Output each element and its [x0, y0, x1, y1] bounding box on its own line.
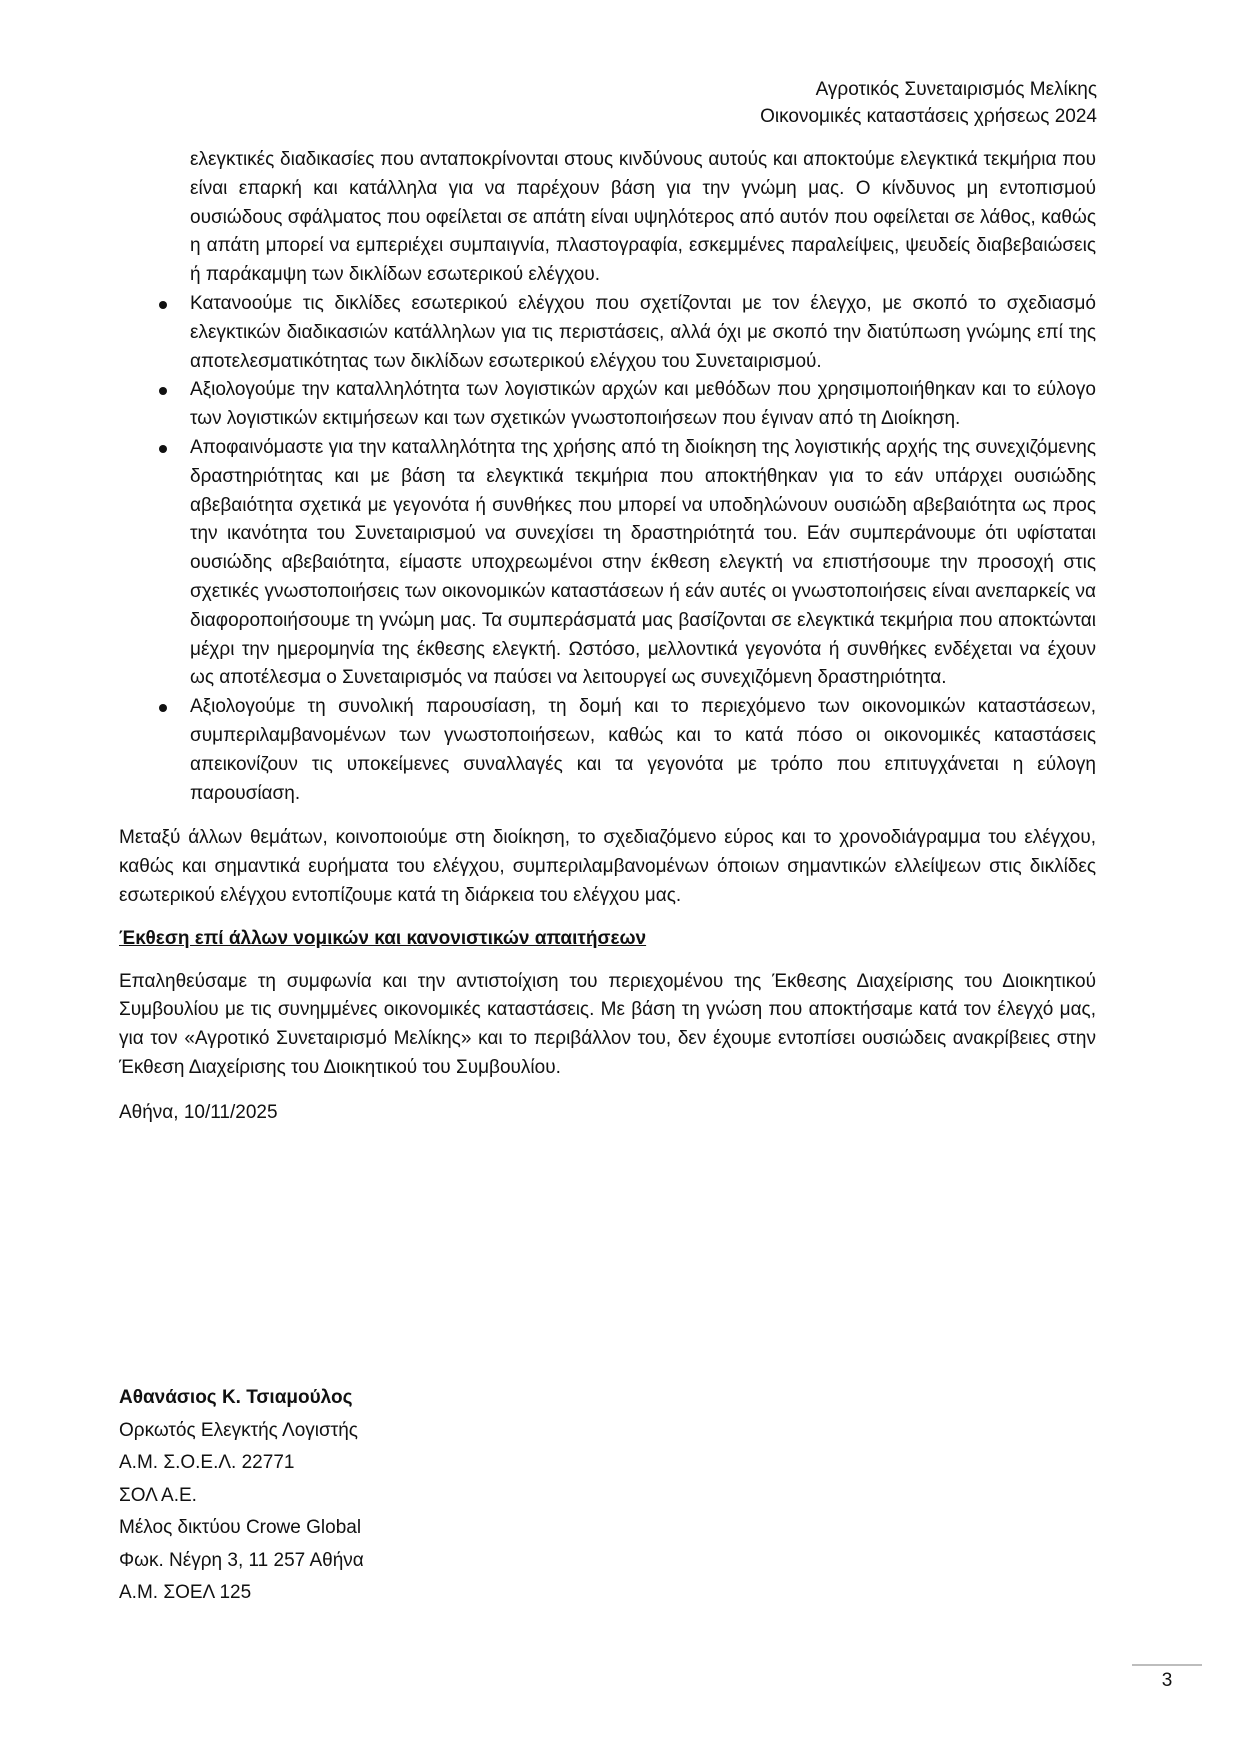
- bullet-text: Αποφαινόμαστε για την καταλληλότητα της χρήσης από τη διοίκηση της λογιστικής αρχής της συνεχιζόμενης δραστηριότητας και με βάση τα ελεγκτικά τεκμήρια που αποκτήθηκαν για το εάν υπάρχει ουσιώδης αβεβαιότητα σχετικά με γεγονότα ή συνθήκες που μπορεί να υποδηλώνουν ουσιώδη αβεβαιότητα ως προς την ικανότητα του Συνεταιρισμού να συνεχίσει τη δραστηριότητά του. Εάν συμπεράνουμε ότι υφίσταται ουσιώδης αβεβαιότητα, είμαστε υποχρεωμένοι στην έκθεση ελεγκτή να επιστήσουμε την προσοχή στις σχετικές γνωστοποιήσεις των οικονομικών καταστάσεων ή εάν αυτές οι γνωστοποιήσεις είναι ανεπαρκείς να διαφοροποιήσουμε τη γνώμη μας. Τα συμπεράσματά μας βασίζονται σε ελεγκτικά τεκμήρια που αποκτώνται μέχρι την ημερομηνία της έκθεσης ελεγκτή. Ωστόσο, μελλοντικά γεγονότα ή συνθήκες ενδέχεται να έχουν ως αποτέλεσμα ο Συνεταιρισμός να παύσει να λειτουργεί ως συνεχιζόμενη δραστηριότητα.: [190, 436, 1096, 689]
- continued-paragraph: ελεγκτικές διαδικασίες που ανταποκρίνονται στους κινδύνους αυτούς και αποκτούμε ελεγκτικά τεκμήρια που είναι επαρκή και κατάλληλα για να παρέχουν βάση για την γνώμη μας. Ο κίνδυνος μη εντοπισμού ουσιώδους σφάλματος που οφείλεται σε απάτη είναι υψηλότερος από αυτόν που οφείλεται σε λάθος, καθώς η απάτη μπορεί να εμπεριέχει συμπαιγνία, πλαστογραφία, εσκεμμένες παραλείψεις, ψευδείς διαβεβαιώσεις ή παράκαμψη των δικλίδων εσωτερικού ελέγχου.: [190, 149, 1096, 286]
- firm-address: Φωκ. Νέγρη 3, 11 257 Αθήνα: [119, 1549, 364, 1571]
- date-line: Αθήνα, 10/11/2025: [119, 1101, 278, 1123]
- section-paragraph: Επαληθεύσαμε τη συμφωνία και την αντιστοίχιση του περιεχομένου της Έκθεσης Διαχείρισης του Διοικητικού Συμβουλίου με τις συνημμένες οικονομικές καταστάσεις. Με βάση τη γνώση που αποκτήσαμε κατά τον έλεγχό μας, για τον «Αγροτικό Συνεταιρισμό Μελίκης» και το περιβάλλον του, δεν έχουμε εντοπίσει ουσιώδεις ανακρίβειες στην Έκθεση Διαχείρισης του Διοικητικού του Συμβουλίου.: [119, 970, 1096, 1078]
- bullet-item: [119, 376, 1096, 434]
- header-company: Αγροτικός Συνεταιρισμός Μελίκης: [815, 79, 1097, 100]
- audit-firm: ΣΟΛ Α.Ε.: [119, 1484, 197, 1506]
- auditor-reg-number: Α.Μ. Σ.Ο.Ε.Λ. 22771: [119, 1452, 295, 1473]
- bullet-icon: [159, 387, 167, 395]
- auditor-title: Ορκωτός Ελεγκτής Λογιστής: [119, 1419, 358, 1441]
- firm-network: Μέλος δικτύου Crowe Global: [119, 1517, 362, 1538]
- page-number: 3: [1161, 1670, 1173, 1691]
- signature-block: [119, 1382, 364, 1610]
- bullet-item: [119, 434, 1096, 693]
- bullet-item: [119, 290, 1096, 376]
- auditor-name: Αθανάσιος Κ. Τσιαμούλος: [119, 1387, 353, 1408]
- document-body: [119, 146, 1096, 1128]
- bullet-icon: [159, 301, 167, 309]
- header-report-title: Οικονομικές καταστάσεις χρήσεως 2024: [760, 106, 1097, 127]
- bullet-item: [119, 693, 1096, 808]
- footer-divider: [1132, 1664, 1202, 1666]
- bullet-icon: [159, 445, 167, 453]
- bullet-text: Κατανοούμε τις δικλίδες εσωτερικού ελέγχου που σχετίζονται με τον έλεγχο, με σκοπό το σχεδιασμό ελεγκτικών διαδικασιών κατάλληλων για τις περιστάσεις, αλλά όχι με σκοπό την διατύπωση γνώμης επί της αποτελεσματικότητας των δικλίδων εσωτερικού ελέγχου του Συνεταιρισμού.: [190, 292, 1096, 372]
- communication-paragraph: Μεταξύ άλλων θεμάτων, κοινοποιούμε στη διοίκηση, το σχεδιαζόμενο εύρος και το χρονοδιάγραμμα του ελέγχου, καθώς και σημαντικά ευρήματα του ελέγχου, συμπεριλαμβανομένων όποιων σημαντικών ελλείψεων στις δικλίδες εσωτερικού ελέγχου εντοπίζουμε κατά τη διάρκεια του ελέγχου μας.: [119, 827, 1096, 906]
- section-heading: Έκθεση επί άλλων νομικών και κανονιστικών απαιτήσεων: [119, 927, 647, 949]
- bullet-icon: [159, 704, 167, 712]
- bullet-text: Αξιολογούμε την καταλληλότητα των λογιστικών αρχών και μεθόδων που χρησιμοποιήθηκαν και το εύλογο των λογιστικών εκτιμήσεων και των σχετικών γνωστοποιήσεων που έγιναν από τη Διοίκηση.: [190, 379, 1096, 430]
- bullet-text: Αξιολογούμε τη συνολική παρουσίαση, τη δομή και το περιεχόμενο των οικονομικών καταστάσεων, συμπεριλαμβανομένων των γνωστοποιήσεων, καθώς και το κατά πόσο οι οικονομικές καταστάσεις απεικονίζουν τις υποκείμενες συναλλαγές και τα γεγονότα με τρόπο που επιτυγχάνεται η εύλογη παρουσίαση.: [190, 696, 1096, 804]
- page-header: [760, 76, 1097, 130]
- bullet-list: [119, 290, 1096, 808]
- firm-reg-number: Α.Μ. ΣΟΕΛ 125: [119, 1582, 252, 1603]
